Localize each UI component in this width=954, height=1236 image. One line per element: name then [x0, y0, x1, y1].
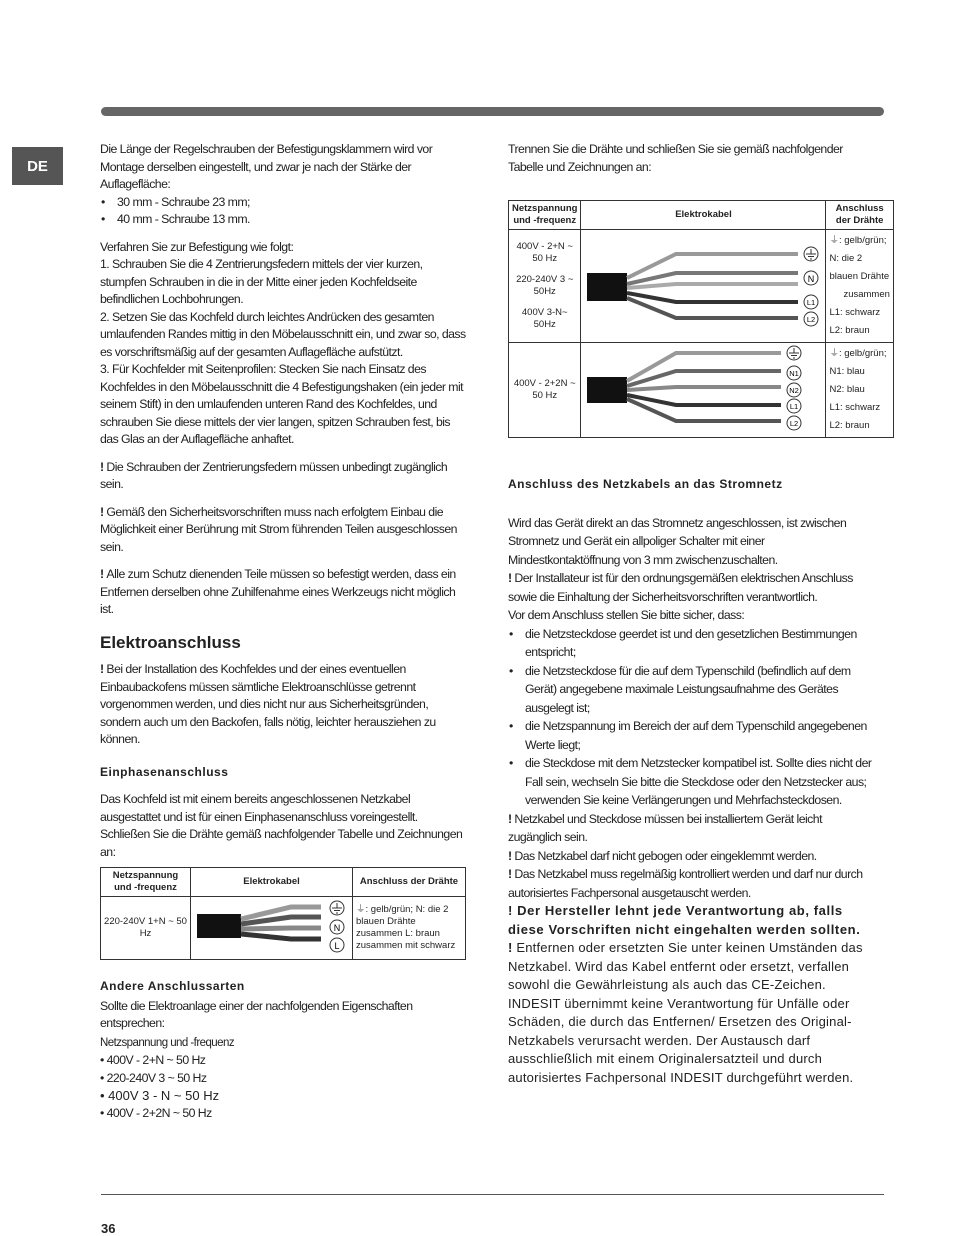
- paragraph: Vor dem Anschluss stellen Sie bitte sicher, dass:: [508, 608, 745, 622]
- step-1: 1. Schrauben Sie die 4 Zentrierungsfedern mittels der vier kurzen, stumpfen Schrauben in die in der Mitte einer jeden Kochfeldseite befindlichen Lochbohrungen.: [100, 257, 423, 306]
- legend-text: L1: schwarz: [829, 307, 881, 318]
- list-item: • 30 mm - Schraube 23 mm;: [100, 194, 466, 212]
- ground-icon: [804, 247, 818, 261]
- list-item: • die Netzsteckdose geerdet ist und den gesetzlichen Bestimmungen entspricht;: [508, 625, 874, 662]
- list-item: • 400V - 2+N ~ 50 Hz: [100, 1053, 206, 1067]
- warning-text: Der Hersteller lehnt jede Verantwortung ab, falls diese Vorschriften nicht eingehalten werden sollten.: [508, 903, 861, 937]
- warning-icon: !: [100, 662, 107, 676]
- list-item: • 220-240V 3 ~ 50 Hz: [100, 1070, 207, 1085]
- step-3: 3. Für Kochfelder mit Seitenprofilen: Stecken Sie nach Einsatz des Kochfeldes in den Möbelausschnitt die 4 Befestigungshaken (ein jeder mit seinem Stift) in den umlaufenden unteren Rand des Kochfeldes, und schrauben Sie diese mittels der vier langen, spitzen Schrauben fest, bis das Glas an der Auflagefläche anhaftet.: [100, 362, 464, 446]
- list-item: • die Netzsteckdose für die auf dem Typenschild (befindlich auf dem Gerät) angegebene maximale Leistungsaufnahme des Gerätes ausgelegt ist;: [508, 662, 874, 718]
- legend-text: L2: braun: [829, 420, 870, 431]
- voltage-value: 400V 3-N~ 50Hz: [521, 307, 568, 330]
- warning: [100, 566, 466, 619]
- wiring-table-single-phase: [100, 867, 466, 960]
- list-text: 400V 3 - N ~ 50 Hz: [108, 1088, 220, 1103]
- warning-text: Alle zum Schutz dienenden Teile müssen so befestigt werden, dass ein Entfernen derselben ohne Zuhilfenahme eines Werkzeugs nicht möglich ist.: [100, 567, 456, 616]
- legend-text: zusammen: [843, 289, 890, 300]
- legend-text: N1: blau: [829, 366, 865, 377]
- list-item: • 400V - 2+2N ~ 50 Hz: [100, 1105, 212, 1120]
- terminal-l1-icon: [804, 295, 818, 309]
- svg-text:N: N: [808, 274, 815, 284]
- terminal-l2-icon: [804, 312, 818, 326]
- cable-diagram: [581, 343, 826, 438]
- list-item: • 400V 3 - N ~ 50 Hz: [100, 1088, 220, 1103]
- step-2: 2. Setzen Sie das Kochfeld durch leichtes Andrücken des gesamten umlaufenden Randes mittig in den Möbelausschnitt ein, und zwar so, dass es vorschriftsmäßig auf der gesamten Auflagefläche aufstützt.: [100, 309, 466, 359]
- footer-rule: [101, 1194, 884, 1195]
- terminal-n2-icon: [787, 383, 801, 397]
- warning-icon: !: [508, 811, 515, 826]
- svg-text:L1: L1: [807, 298, 816, 307]
- legend-text: : gelb/grün;: [838, 348, 887, 359]
- warning-icon: !: [508, 867, 515, 881]
- svg-text:N1: N1: [789, 369, 800, 378]
- subsection-heading: Einphasenanschluss: [100, 764, 229, 779]
- wiring-table-three-phase: [508, 200, 894, 438]
- warning-text: Das Netzkabel darf nicht gebogen oder eingeklemmt werden.: [514, 848, 817, 863]
- ground-icon: ⏚: [829, 348, 839, 359]
- warning-icon: !: [508, 571, 515, 585]
- warning: [508, 847, 874, 866]
- language-tab: DE: [12, 147, 63, 185]
- svg-text:L: L: [334, 941, 340, 951]
- warning: [508, 939, 874, 1087]
- warning-text: Die Schrauben der Zentrierungsfedern müssen unbedingt zugänglich sein.: [100, 459, 448, 491]
- terminal-n-icon: [804, 271, 818, 285]
- paragraph: Das Kochfeld ist mit einem bereits angeschlossenen Netzkabel ausgestattet und ist für einen Einphasenanschluss voreingestellt. Schließen Sie die Drähte gemäß nachfolgender Tabelle und Zeichnungen an:: [100, 792, 463, 859]
- cable-diagram: [581, 230, 826, 343]
- page-number: 36: [101, 1221, 116, 1236]
- table-cell: 220-240V 1+N ~ 50 Hz: [101, 897, 191, 960]
- warning-icon: !: [508, 848, 515, 863]
- list-text: 220-240V 3 ~ 50 Hz: [106, 1070, 207, 1085]
- paragraph: Die Länge der Regelschrauben der Befestigungsklammern wird vor Montage derselben eingestellt, und zwar je nach der Stärke der Auflagefläche:: [100, 142, 433, 191]
- paragraph: Sollte die Elektroanlage einer der nachfolgenden Eigenschaften entsprechen:: [100, 998, 413, 1030]
- svg-text:N: N: [333, 923, 341, 933]
- terminal-n1-icon: [787, 366, 801, 380]
- ground-icon: [787, 346, 801, 360]
- paragraph: Wird das Gerät direkt an das Stromnetz angeschlossen, ist zwischen Stromnetz und Gerät ein allpoliger Schalter mit einer Mindestkontaktöffnung von 3 mm zwischenzuschalten.: [508, 515, 847, 567]
- warning: [508, 569, 874, 606]
- svg-text:L2: L2: [790, 419, 799, 428]
- cable-diagram: [191, 897, 353, 960]
- wire-legend: [353, 897, 466, 960]
- warning: [100, 504, 466, 557]
- warning-icon: !: [100, 459, 107, 474]
- paragraph: Trennen Sie die Drähte und schließen Sie sie gemäß nachfolgender Tabelle und Zeichnungen an:: [508, 142, 843, 174]
- table-header: Anschluss der Drähte: [826, 201, 893, 230]
- left-column: [100, 141, 466, 1122]
- warning: [508, 865, 874, 902]
- list-text: 400V - 2+2N ~ 50 Hz: [106, 1105, 212, 1120]
- terminal-l2-icon: [787, 416, 801, 430]
- legend-text: : gelb/grün;: [838, 235, 887, 246]
- wire-legend: [826, 343, 893, 438]
- subsection-heading: Anschluss des Netzkabels an das Stromnetz: [508, 477, 783, 491]
- legend-text: L2: braun: [829, 325, 870, 336]
- right-column: [508, 141, 890, 1087]
- paragraph: Netzspannung und -frequenz: [100, 1036, 235, 1049]
- warning-text: Der Installateur ist für den ordnungsgemäßen elektrischen Anschluss sowie die Einhaltung der Sicherheitsvorschriften verantwortlich.: [508, 571, 853, 604]
- table-header: Netzspannung und -frequenz: [101, 868, 191, 897]
- warning-icon: !: [100, 504, 107, 519]
- svg-text:L1: L1: [790, 402, 799, 411]
- table-header: Netzspannung und -frequenz: [509, 201, 581, 230]
- warning: [508, 810, 874, 847]
- table-cell: [509, 230, 581, 343]
- warning-text: Das Netzkabel muss regelmäßig kontrolliert werden und darf nur durch autorisiertes Fachpersonal ausgetauscht werden.: [508, 867, 863, 900]
- section-heading: Elektroanschluss: [100, 632, 241, 652]
- list-item: • die Netzspannung im Bereich der auf dem Typenschild angegebenen Werte liegt;: [508, 717, 874, 754]
- warning-text: Gemäß den Sicherheitsvorschriften muss nach erfolgtem Einbau die Möglichkeit einer Berührung mit Strom führenden Teilen ausgeschlossen sein.: [100, 504, 457, 554]
- wire-legend: [826, 230, 893, 343]
- legend-text: N2: blau: [829, 384, 865, 395]
- table-header: Elektrokabel: [581, 201, 826, 230]
- svg-text:N2: N2: [789, 386, 800, 395]
- warning-bold: [508, 902, 874, 939]
- paragraph: Verfahren Sie zur Befestigung wie folgt:: [100, 239, 294, 254]
- header-bar: [101, 107, 884, 116]
- svg-text:L2: L2: [807, 315, 816, 324]
- warning-icon: !: [508, 940, 517, 955]
- legend-text: L1: schwarz: [829, 402, 881, 413]
- list-text: 400V - 2+N ~ 50 Hz: [106, 1053, 206, 1067]
- legend-text: : gelb/grün; N: die 2 blauen Drähte zusammen L: braun zusammen mit schwarz: [356, 904, 456, 951]
- warning-text: Netzkabel und Steckdose müssen bei installiertem Gerät leicht zugänglich sein.: [508, 811, 822, 844]
- terminal-l1-icon: [787, 399, 801, 413]
- warning-text: Entfernen oder ersetzten Sie unter keinen Umständen das Netzkabel. Wird das Kabel entfernt oder ersetzt, verfallen sowohl die Gewährleistung als auch das CE-Zeichen. INDESIT übernimmt keine Verantwortung für Unfälle oder Schäden, die durch das Entfernen/ Ersetzen des Original-Netzkabels verursacht werden. Der Austausch darf ausschließlich mit einem Originalersatzteil und durch autorisiertes Fachpersonal INDESIT durchgeführt werden.: [508, 940, 863, 1085]
- legend-text: N: die 2 blauen Drähte: [829, 253, 890, 282]
- subsection-heading: Andere Anschlussarten: [100, 979, 245, 993]
- warning-icon: !: [100, 567, 107, 581]
- voltage-value: 400V - 2+N ~ 50 Hz: [516, 241, 573, 264]
- warning: [100, 459, 466, 494]
- list-item: • 40 mm - Schraube 13 mm.: [100, 211, 466, 229]
- table-header: Anschluss der Drähte: [353, 868, 466, 897]
- voltage-value: 220-240V 3 ~ 50Hz: [516, 274, 574, 297]
- table-cell: 400V - 2+2N ~ 50 Hz: [509, 343, 581, 438]
- warning-icon: !: [508, 903, 518, 918]
- ground-icon: ⏚: [829, 235, 839, 246]
- list-item: • die Steckdose mit dem Netzstecker kompatibel ist. Sollte dies nicht der Fall sein, wechseln Sie bitte die Steckdose oder den Netzstecker aus; verwenden Sie keine Verlängerungen und Mehrfachsteckdosen.: [508, 754, 874, 810]
- warning: [100, 661, 466, 749]
- warning-text: Bei der Installation des Kochfeldes und der eines eventuellen Einbaubackofens müssen sämtliche Elektroanschlüsse getrennt vorgenommen werden, und dies nicht nur aus Sicherheitsgründen, sondern auch um den Backofen, falls nötig, leichter herausziehen zu können.: [100, 662, 436, 746]
- table-header: Elektrokabel: [191, 868, 353, 897]
- ground-icon: ⏚: [356, 904, 366, 915]
